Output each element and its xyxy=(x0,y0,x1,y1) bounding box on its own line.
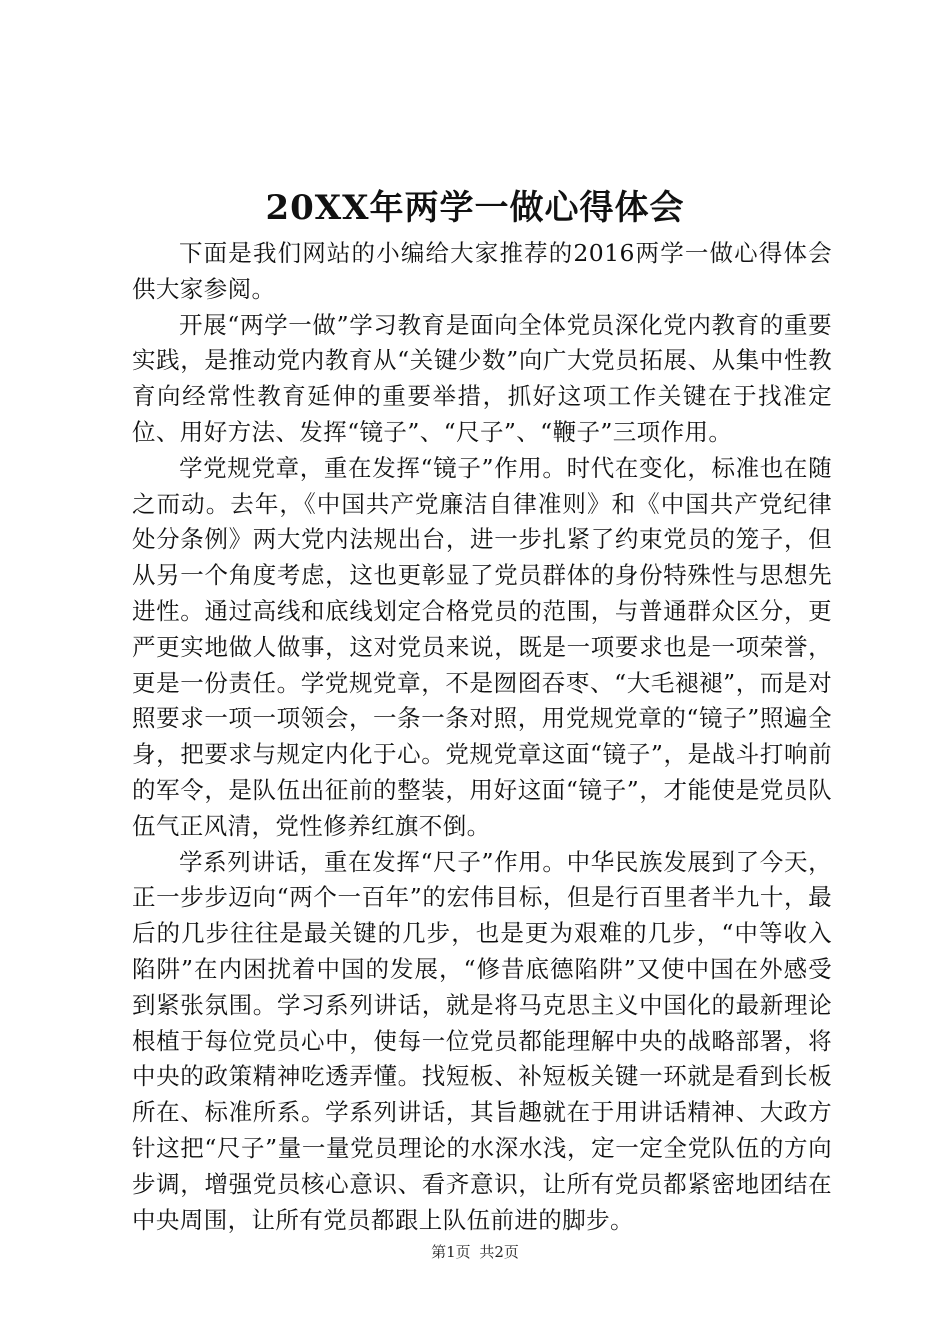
page-footer xyxy=(0,1242,950,1262)
page-total: 共2页 xyxy=(479,1243,519,1261)
paragraph-intro: 下面是我们网站的小编给大家推荐的2016两学一做心得体会供大家参阅。 xyxy=(132,239,832,303)
document-body xyxy=(132,236,832,1238)
page-number: 第1页 xyxy=(431,1243,471,1261)
document-title: 20XX年两学一做心得体会 xyxy=(265,188,685,228)
paragraph-overview: 开展“两学一做”学习教育是面向全体党员深化党内教育的重要实践，是推动党内教育从“关键少数”向广大党员拓展、从集中性教育向经常性教育延伸的重要举措，抓好这项工作关键在于找准定位、用好方法、发挥“镜子”、“尺子”、“鞭子”三项作用。 xyxy=(132,310,832,446)
paragraph-mirror: 学党规党章，重在发挥“镜子”作用。时代在变化，标准也在随之而动。去年，《中国共产党廉洁自律准则》和《中国共产党纪律处分条例》两大党内法规出台，进一步扎紧了约束党员的笼子，但从另一个角度考虑，这也更彰显了党员群体的身份特殊性与思想先进性。通过高线和底线划定合格党员的范围，与普通群众区分，更严更实地做人做事，这对党员来说，既是一项要求也是一项荣誉，更是一份责任。学党规党章，不是囫囵吞枣、“大毛褪褪”，而是对照要求一项一项领会，一条一条对照，用党规党章的“镜子”照遍全身，把要求与规定内化于心。党规党章这面“镜子”，是战斗打响前的军令，是队伍出征前的整装，用好这面“镜子”，才能使是党员队伍气正风清，党性修养红旗不倒。 xyxy=(132,453,832,840)
paragraph-ruler: 学系列讲话，重在发挥“尺子”作用。中华民族发展到了今天，正一步步迈向“两个一百年”的宏伟目标，但是行百里者半九十，最后的几步往往是最关键的几步，也是更为艰难的几步，“中等收入陷阱”在内困扰着中国的发展，“修昔底德陷阱”又使中国在外感受到紧张氛围。学习系列讲话，就是将马克思主义中国化的最新理论根植于每位党员心中，使每一位党员都能理解中央的战略部署，将中央的政策精神吃透弄懂。找短板、补短板关键一环就是看到长板所在、标准所系。学系列讲话，其旨趣就在于用讲话精神、大政方针这把“尺子”量一量党员理论的水深水浅，定一定全党队伍的方向步调，增强党员核心意识、看齐意识，让所有党员都紧密地团结在中央周围，让所有党员都跟上队伍前进的脚步。 xyxy=(132,847,832,1234)
